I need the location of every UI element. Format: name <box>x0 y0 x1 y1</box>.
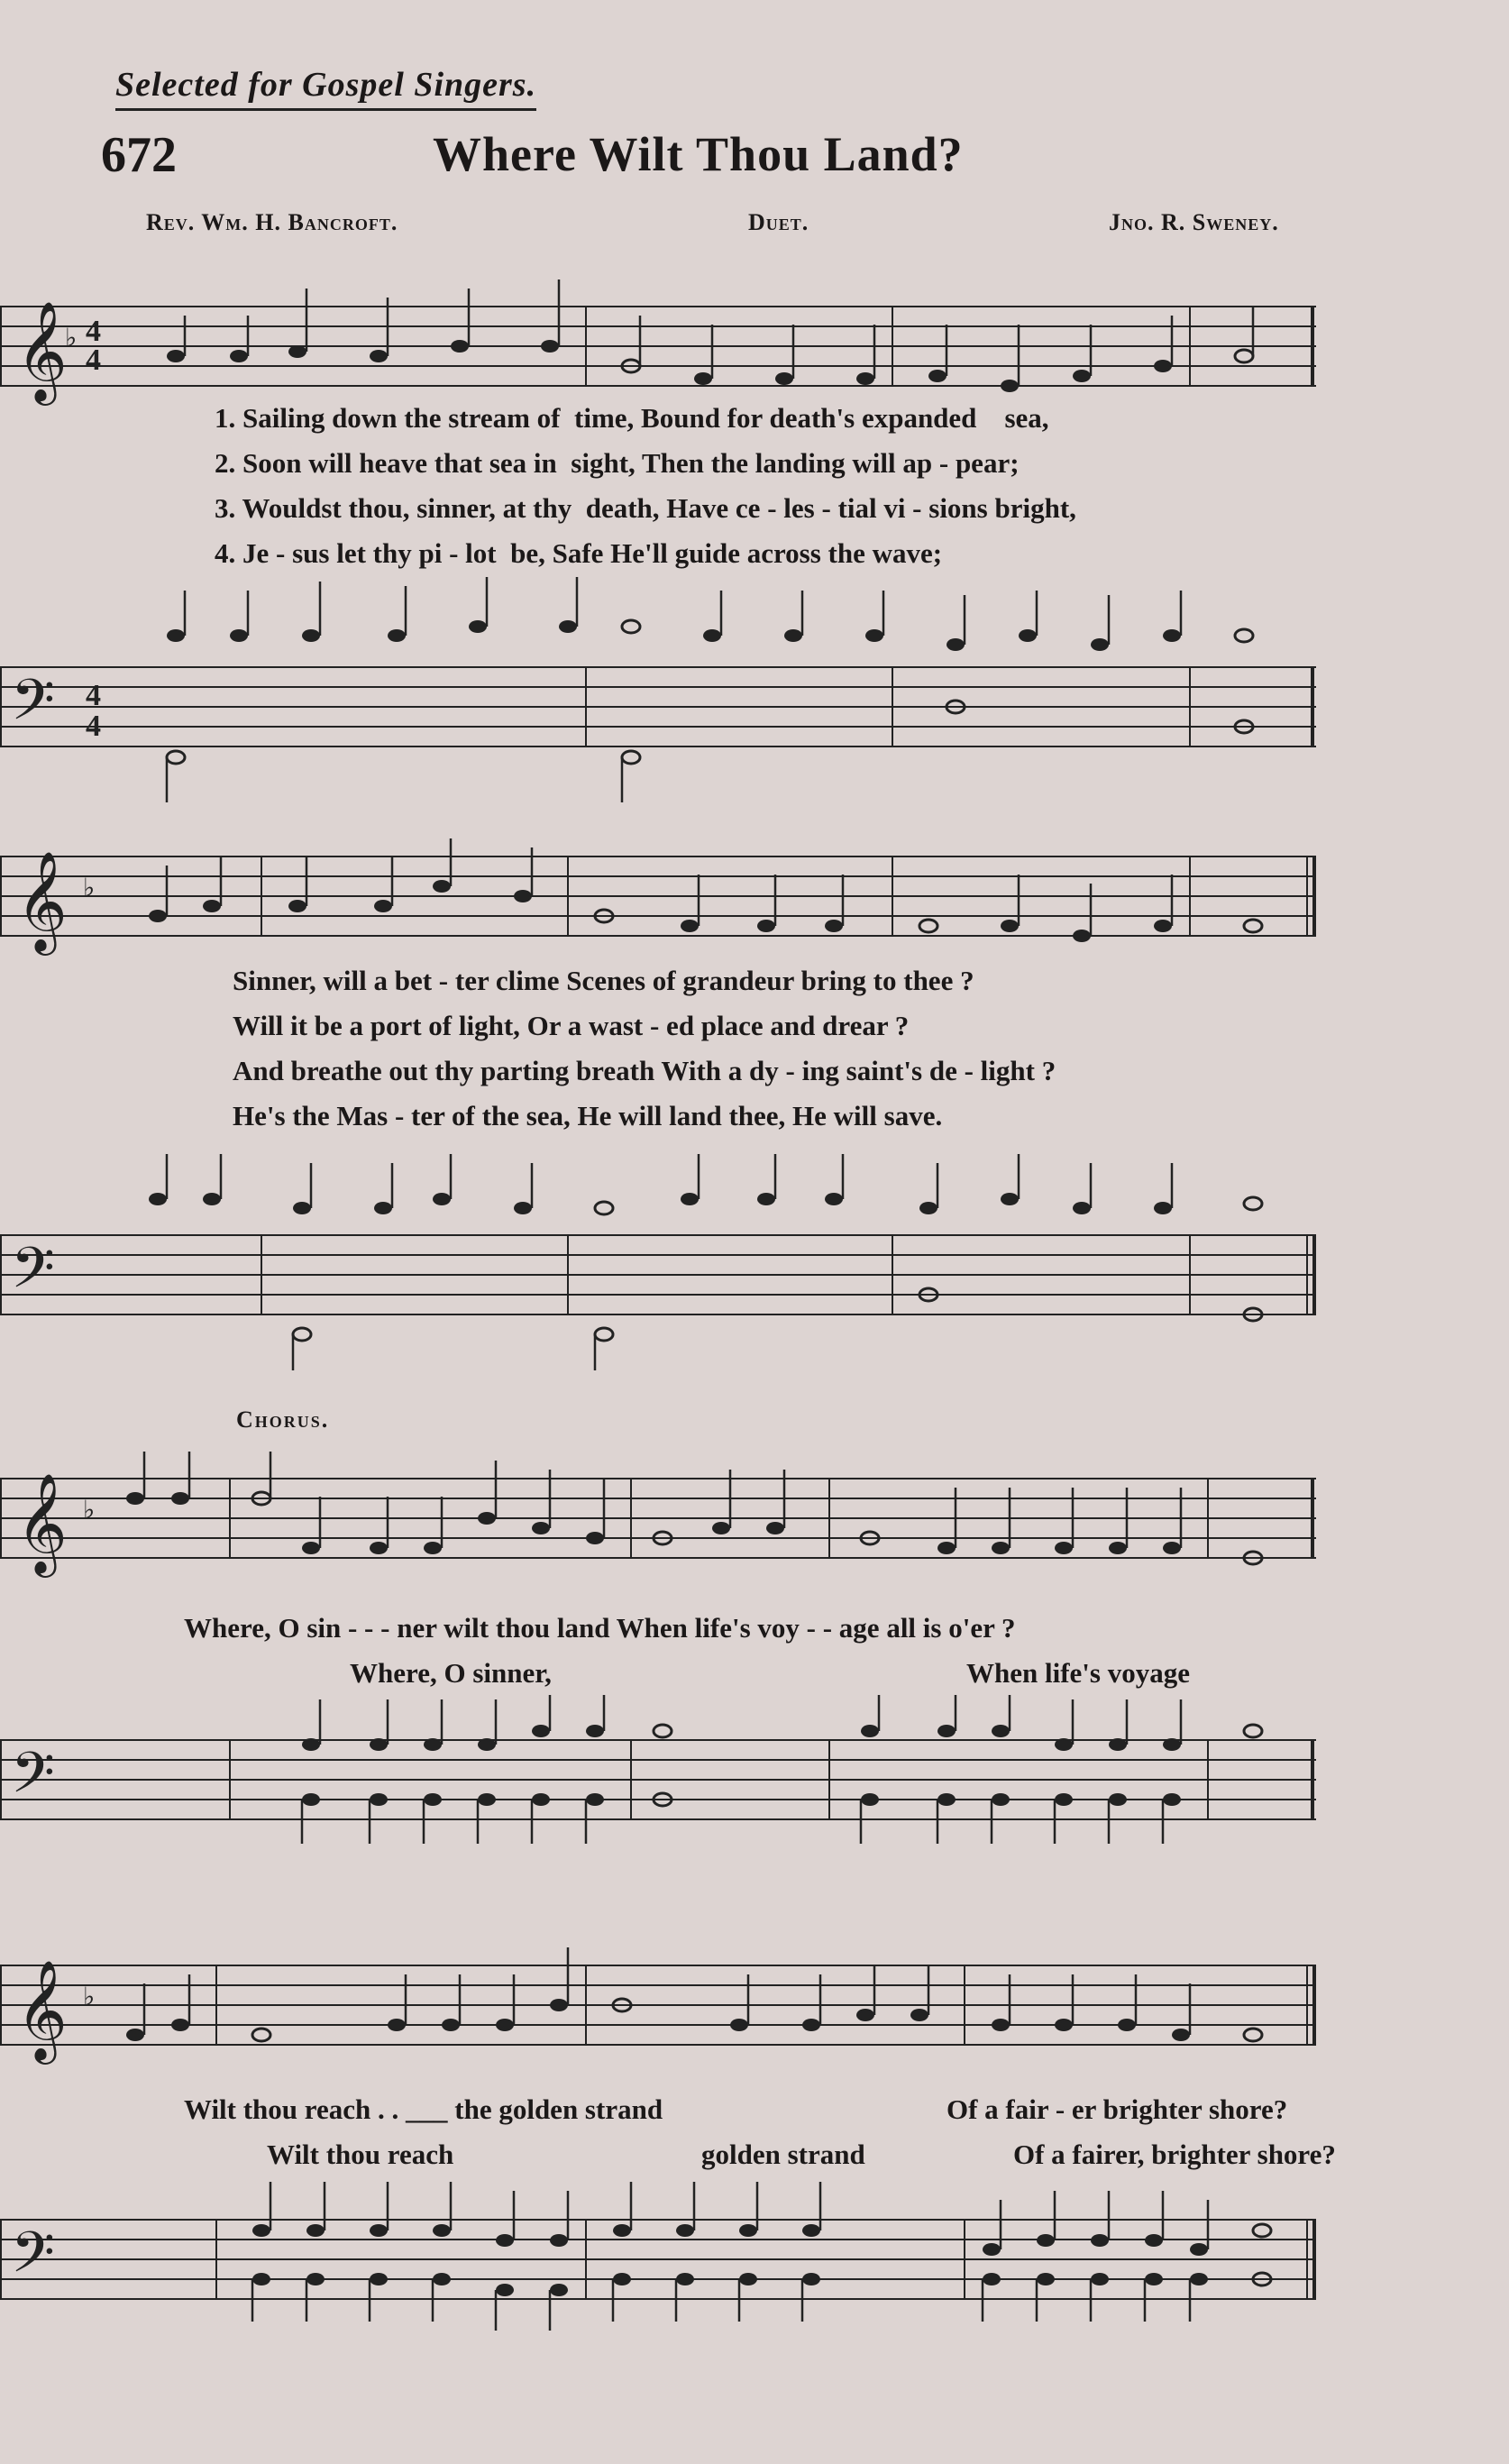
hymn-title: Where Wilt Thou Land? <box>433 127 964 181</box>
duet-label: Duet. <box>748 209 809 235</box>
verse-3-line-b: And breathe out thy parting breath With a dy - ing saint's de - light ? <box>233 1055 1056 1086</box>
svg-text:♭: ♭ <box>83 875 96 902</box>
svg-text:𝄞: 𝄞 <box>16 853 68 949</box>
chorus-echo-2a: Wilt thou reach <box>267 2139 454 2170</box>
svg-text:𝄢: 𝄢 <box>11 1238 55 1314</box>
chorus-line-2b: Of a fair - er brighter shore? <box>947 2093 1288 2125</box>
verse-2-line-b: Will it be a port of light, Or a wast - ed place and drear ? <box>233 1010 910 1041</box>
verse-4-line-b: He's the Mas - ter of the sea, He will land thee, He will save. <box>233 1100 943 1131</box>
bass-staff-chorus-1 <box>0 1695 1316 1848</box>
chorus-line-1: Where, O sin - - - ner wilt thou land When life's voy - - age all is o'er ? <box>184 1612 1016 1644</box>
svg-text:𝄢: 𝄢 <box>11 2222 55 2298</box>
svg-text:𝄢: 𝄢 <box>11 1743 55 1818</box>
svg-text:♭: ♭ <box>83 1983 96 2011</box>
verse-4-line-a: 4. Je - sus let thy pi - lot be, Safe He'll guide across the wave; <box>215 537 943 569</box>
svg-text:4: 4 <box>86 710 101 743</box>
verse-1-line-a: 1. Sailing down the stream of time, Bound for death's expanded sea, <box>215 402 1049 434</box>
chorus-echo-1b: When life's voyage <box>966 1657 1190 1689</box>
svg-text:𝄞: 𝄞 <box>16 1475 68 1571</box>
chorus-line-2a: Wilt thou reach . . ___ the golden strand <box>184 2093 663 2125</box>
bass-staff-system-2 <box>0 1154 1316 1370</box>
bass-clef-icon: 𝄢 <box>11 670 55 746</box>
verse-3-line-a: 3. Wouldst thou, sinner, at thy death, Have ce - les - tial vi - sions bright, <box>215 492 1076 524</box>
svg-text:4: 4 <box>86 343 101 377</box>
svg-text:♭: ♭ <box>65 325 78 353</box>
verse-1-line-b: Sinner, will a bet - ter clime Scenes of grandeur bring to thee ? <box>233 965 974 996</box>
author-credit: Rev. Wm. H. Bancroft. <box>146 209 398 235</box>
composer-credit: Jno. R. Sweney. <box>1109 209 1279 235</box>
chorus-label: Chorus. <box>236 1406 330 1433</box>
chorus-echo-2b: golden strand <box>701 2139 865 2170</box>
verse-2-line-a: 2. Soon will heave that sea in sight, Then the landing will ap - pear; <box>215 447 1020 479</box>
bass-staff-system-1 <box>0 577 1316 784</box>
bass-staff-chorus-2 <box>0 2173 1316 2335</box>
svg-text:♭: ♭ <box>83 1497 96 1525</box>
series-heading: Selected for Gospel Singers. <box>115 65 536 111</box>
hymn-number: 672 <box>101 127 177 183</box>
svg-text:4: 4 <box>86 315 101 348</box>
treble-clef-icon: 𝄞 <box>16 303 68 399</box>
treble-staff-chorus-2 <box>0 1938 1316 2074</box>
svg-text:𝄞: 𝄞 <box>16 1962 68 2058</box>
treble-staff-system-2 <box>0 838 1316 974</box>
chorus-echo-2c: Of a fairer, brighter shore? <box>1013 2139 1336 2170</box>
chorus-echo-1a: Where, O sinner, <box>350 1657 552 1689</box>
treble-staff-chorus-1 <box>0 1452 1316 1587</box>
svg-text:4: 4 <box>86 679 101 712</box>
